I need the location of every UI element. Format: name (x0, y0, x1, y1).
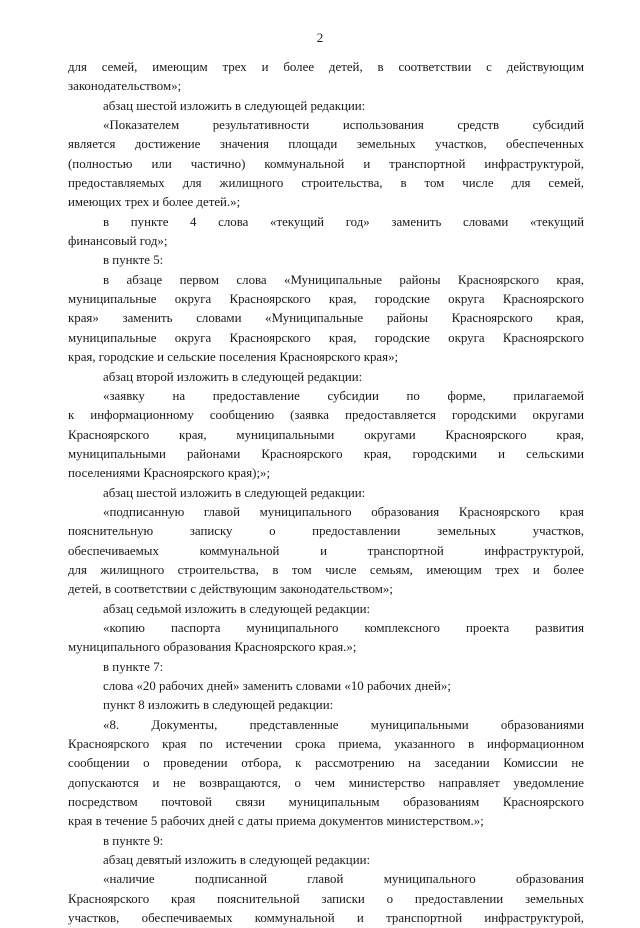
text-line: Красноярского края по истечении срока приема, указанного в информационном (68, 737, 584, 752)
text-line: посредством почтовой связи муниципальным образованиям Красноярского (68, 795, 584, 810)
text-line: «копию паспорта муниципального комплексного проекта развития (103, 620, 584, 635)
text-line: финансовый год»; (68, 234, 168, 249)
text-line: в пункте 7: (103, 659, 164, 674)
text-line: в пункте 9: (103, 833, 164, 848)
text-line: края» заменить словами «Муниципальные районы Красноярского края, (68, 311, 584, 326)
text-line: абзац девятый изложить в следующей редакции: (103, 853, 371, 868)
text-line: края, городские и сельские поселения Красноярского края»; (68, 350, 399, 365)
text-line: к информационному сообщению (заявка предоставляется городскими округами (68, 408, 584, 423)
text-line: слова «20 рабочих дней» заменить словами «10 рабочих дней»; (103, 679, 451, 693)
text-line: абзац седьмой изложить в следующей редакции: (103, 601, 371, 616)
text-line: «подписанную главой муниципального образования Красноярского края (103, 504, 584, 519)
text-line: муниципальные округа Красноярского края, городские округа Красноярского (68, 330, 584, 345)
text-line: допускаются и не возвращаются, о чем министерство направляет уведомление (68, 775, 584, 790)
text-line: муниципального образования Красноярского края.»; (68, 640, 357, 655)
text-line: для семей, имеющим трех и более детей, в соответствии с действующим (68, 60, 584, 74)
text-line: участков, обеспечиваемых коммунальной и транспортной инфраструктурой, (68, 911, 584, 926)
text-line: имеющих трех и более детей.»; (68, 195, 241, 210)
text-line: «8. Документы, представленные муниципальными образованиями (103, 717, 584, 732)
text-line: Красноярского края, муниципальными округами Красноярского края, (68, 427, 584, 442)
text-line: для жилищного строительства, в том числе семьям, имеющим трех и более (68, 562, 584, 577)
text-line: абзац второй изложить в следующей редакции: (103, 369, 363, 384)
text-line: абзац шестой изложить в следующей редакции: (103, 485, 366, 500)
text-line: пояснительную записку о предоставлении земельных участков, (68, 524, 584, 539)
text-line: детей, в соответствии с действующим законодательством»; (68, 582, 393, 597)
text-line: законодательством»; (68, 79, 182, 94)
text-line: абзац шестой изложить в следующей редакции: (103, 98, 366, 113)
text-line: «Показателем результативности использования средств субсидий (103, 118, 584, 133)
text-line: «заявку на предоставление субсидии по форме, прилагаемой (103, 388, 584, 403)
text-line: предоставляемых для жилищного строительства, в том числе для семей, (68, 176, 584, 191)
text-line: в пункте 4 слова «текущий год» заменить словами «текущий (103, 214, 584, 229)
text-line: «наличие подписанной главой муниципального образования (103, 872, 584, 887)
page-number: 2 (316, 30, 324, 45)
document-body (66, 58, 584, 928)
text-line: муниципальными районами Красноярского края, городскими и сельскими (68, 446, 584, 461)
text-line: является достижение значения площади земельных участков, обеспеченных (68, 137, 584, 152)
text-line: (полностью или частично) коммунальной и транспортной инфраструктурой, (68, 156, 584, 171)
text-line: сообщении о проведении отбора, к рассмотрению на заседании Комиссии не (68, 756, 584, 771)
text-line: пункт 8 изложить в следующей редакции: (103, 698, 334, 713)
text-line: муниципальные округа Красноярского края, городские округа Красноярского (68, 292, 584, 307)
text-line: в пункте 5: (103, 253, 164, 268)
text-line: Красноярского края пояснительной записки о предоставлении земельных (68, 891, 584, 906)
text-line: в абзаце первом слова «Муниципальные районы Красноярского края, (103, 272, 584, 287)
text-line: обеспечиваемых коммунальной и транспортной инфраструктурой, (68, 543, 584, 558)
text-line: края в течение 5 рабочих дней с даты приема документов министерством.»; (68, 814, 484, 829)
text-line: поселениями Красноярского края);»; (68, 466, 271, 481)
